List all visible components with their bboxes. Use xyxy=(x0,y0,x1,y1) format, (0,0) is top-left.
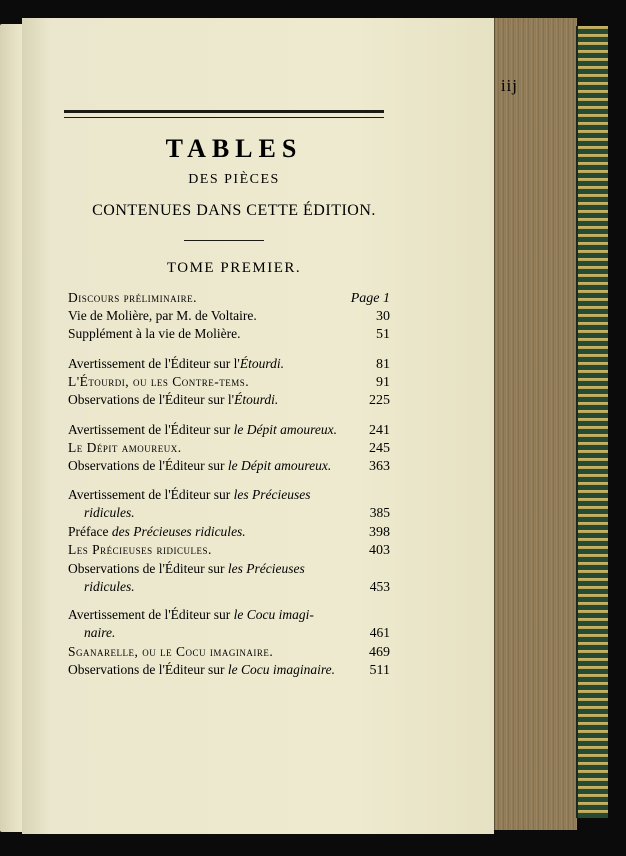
toc-entry xyxy=(68,356,390,373)
entry-page: 30 xyxy=(376,309,390,324)
toc-entry xyxy=(68,644,390,661)
entry-title: Supplément à la vie de Molière. xyxy=(68,326,241,341)
entry-page: 51 xyxy=(376,327,390,342)
entry-page: 469 xyxy=(369,645,390,660)
toc-entry xyxy=(68,374,390,391)
entry-page: 241 xyxy=(369,423,390,438)
header-rule-thick xyxy=(64,110,384,113)
entry-page: 91 xyxy=(376,375,390,390)
entry-title: Observations de l'Éditeur sur le Cocu imaginaire. xyxy=(68,662,336,677)
entry-page: Page 1 xyxy=(350,291,390,306)
left-page-edge xyxy=(0,24,22,832)
entry-title: Observations de l'Éditeur sur le Dépit amoureux. xyxy=(68,458,332,473)
toc-entry xyxy=(68,290,390,307)
toc-entry xyxy=(68,326,390,343)
toc-entry xyxy=(68,440,390,457)
entry-page: 245 xyxy=(369,441,390,456)
page-number: iij xyxy=(500,76,518,95)
entry-title: Le Dépit amoureux. xyxy=(68,440,182,455)
toc-entry: Observations de l'Éditeur sur les Précieuses ridicules. 453 xyxy=(68,561,390,594)
entry-page: 453 xyxy=(369,579,390,594)
entry-page: 81 xyxy=(376,357,390,372)
page-title: TABLES xyxy=(165,134,303,163)
entry-title: Les Précieuses ridicules. xyxy=(68,542,212,557)
book-cover-edge xyxy=(576,26,608,818)
section-heading: TOME PREMIER. xyxy=(166,260,302,276)
entry-page: 363 xyxy=(369,459,390,474)
entry-title: Préface des Précieuses ridicules. xyxy=(68,524,246,539)
entry-page: 398 xyxy=(369,525,390,540)
entry-page: 385 xyxy=(369,505,390,520)
subtitle-edition: CONTENUES DANS CETTE ÉDITION. xyxy=(92,202,376,219)
entry-title: Observations de l'Éditeur sur l'Étourdi. xyxy=(68,392,279,407)
entry-title: Avertissement de l'Éditeur sur l'Étourdi. xyxy=(68,356,284,371)
entry-page: 511 xyxy=(369,663,390,678)
toc-entry xyxy=(68,308,390,325)
divider-rule xyxy=(184,240,264,241)
toc-entry: Avertissement de l'Éditeur sur les Précieuses ridicules. 385 xyxy=(68,487,390,520)
entry-page: 403 xyxy=(369,543,390,558)
toc-entry xyxy=(68,422,390,439)
toc-entry xyxy=(68,542,390,559)
entry-page: 461 xyxy=(369,625,390,640)
entry-title: Avertissement de l'Éditeur sur le Dépit amoureux. xyxy=(68,422,337,437)
subtitle-pieces: DES PIÈCES xyxy=(188,172,280,187)
entry-title: Discours préliminaire. xyxy=(68,290,198,305)
toc-entry xyxy=(68,524,390,541)
toc-entry xyxy=(68,662,390,679)
entry-title: Sganarelle, ou le Cocu imaginaire. xyxy=(68,644,274,659)
toc-entry xyxy=(68,458,390,475)
toc-entry: Avertissement de l'Éditeur sur le Cocu imagi- naire. 461 xyxy=(68,607,390,640)
book-fore-edge xyxy=(494,18,577,830)
entry-page: 225 xyxy=(369,393,390,408)
entry-title: L'Étourdi, ou les Contre-tems. xyxy=(68,374,250,389)
toc-entry xyxy=(68,392,390,409)
header-rule-thin xyxy=(64,117,384,118)
entry-title: Vie de Molière, par M. de Voltaire. xyxy=(68,308,257,323)
